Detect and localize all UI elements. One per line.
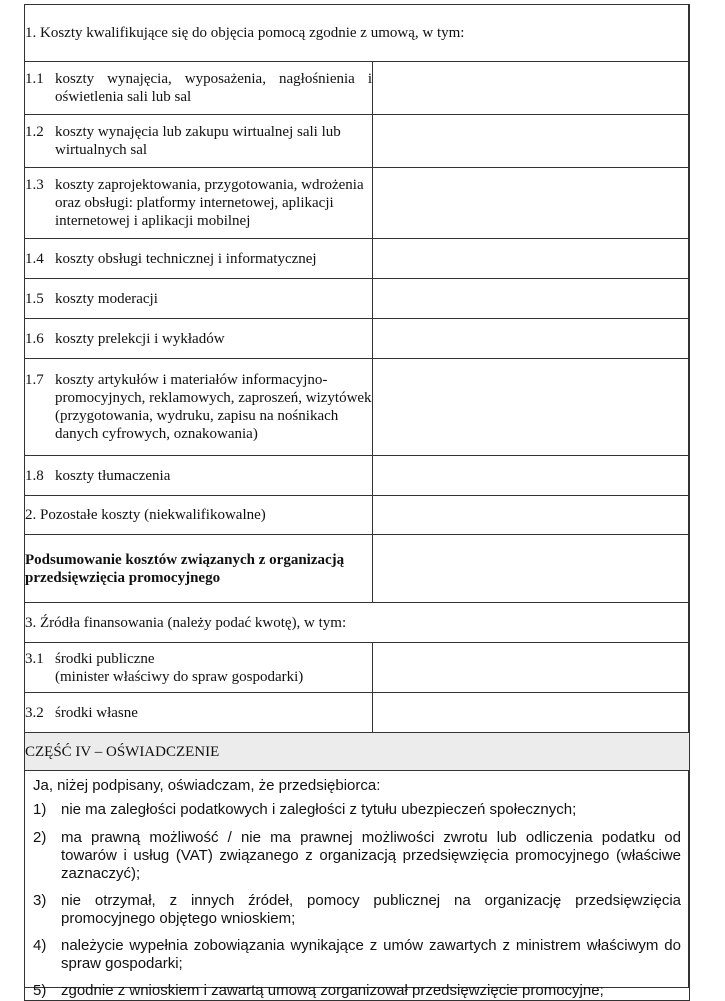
section-title: CZĘŚĆ IV – OŚWIADCZENIE (25, 743, 220, 760)
item-number: 3) (33, 892, 47, 909)
item-text: ma prawną możliwość / nie ma prawnej możliwości zwrotu lub odliczenia podatku od towarów i usług (VAT) związanego z organizacją przedsięwzięcia promocyjnego (właściwe zaznaczyć); (61, 829, 681, 882)
item-number: 1) (33, 801, 47, 818)
row-text: koszty artykułów i materiałów informacyjno-promocyjnych, reklamowych, zaproszeń, wizytówek (przygotowania, wydruku, zapisu na nośnikach danych cyfrowych, oznakowania) (55, 372, 372, 442)
row-number: 1.8 (25, 467, 44, 484)
row-number: 1.4 (25, 250, 44, 267)
row-text-line-2: (minister właściwy do spraw gospodarki) (55, 668, 304, 685)
row-number: 1.5 (25, 290, 44, 307)
declaration-item-4 (25, 937, 689, 973)
row-1-2-label (25, 115, 373, 168)
row-text-line-1: środki publiczne (55, 650, 155, 667)
item-text: nie ma zaległości podatkowych i zaległości z tytułu ubezpieczeń społecznych; (61, 801, 577, 818)
summary-text: Podsumowanie kosztów związanych z organizacją przedsięwzięcia promocyjnego (25, 551, 345, 586)
item-text: nie otrzymał, z innych źródeł, pomocy publicznej na organizację przedsięwzięcia promocyjnego objętego wnioskiem; (61, 892, 681, 927)
form-page (24, 4, 689, 999)
row-number: 1.1 (25, 71, 44, 87)
item-text: należycie wypełnia zobowiązania wynikające z umów zawartych z ministrem właściwym do spraw gospodarki; (61, 937, 681, 972)
row-1-1-label (25, 62, 373, 115)
summary-value-field[interactable] (373, 535, 690, 603)
row-text: koszty tłumaczenia (55, 467, 171, 484)
row-1-3-label (25, 168, 373, 239)
row-text: koszty moderacji (55, 290, 158, 307)
row-1-4-label (25, 239, 373, 279)
declaration-block (25, 771, 690, 1001)
row-1-7-label (25, 359, 373, 456)
row-3-2-label (25, 693, 373, 733)
row-1-6-label (25, 319, 373, 359)
row-3-header (25, 603, 690, 643)
row-number: 3.1 (25, 650, 44, 667)
declaration-item-1 (25, 801, 689, 819)
row-2-value-field[interactable] (373, 496, 690, 535)
row-1-6-value-field[interactable] (373, 319, 690, 359)
row-1-1-value-field[interactable] (373, 62, 690, 115)
section-header (25, 733, 690, 771)
row-number: 3.2 (25, 704, 44, 721)
row-text: 2. Pozostałe koszty (niekwalifikowalne) (25, 507, 266, 523)
row-number: 1.3 (25, 177, 44, 193)
row-1-5-value-field[interactable] (373, 279, 690, 319)
row-1-8-value-field[interactable] (373, 456, 690, 496)
item-number: 5) (33, 982, 47, 999)
row-1-text: 1. Koszty kwalifikujące się do objęcia pomocą zgodnie z umową, w tym: (25, 25, 465, 41)
item-number: 2) (33, 829, 47, 846)
declaration-item-3 (25, 892, 689, 928)
item-text: zgodnie z wnioskiem i zawartą umową zorganizował przedsięwzięcie promocyjne; (61, 982, 604, 999)
row-1-7-value-field[interactable] (373, 359, 690, 456)
row-2-label (25, 496, 373, 535)
row-1-3-value-field[interactable] (373, 168, 690, 239)
row-number: 1.7 (25, 372, 44, 388)
row-1-8-label (25, 456, 373, 496)
declaration-intro: Ja, niżej podpisany, oświadczam, że przedsiębiorca: (33, 777, 381, 794)
row-text: koszty wynajęcia lub zakupu wirtualnej sali lub wirtualnych sal (55, 124, 341, 158)
row-text: koszty prelekcji i wykładów (55, 330, 225, 347)
summary-label (25, 535, 373, 603)
row-3-1-label (25, 643, 373, 693)
row-1-4-value-field[interactable] (373, 239, 690, 279)
item-number: 4) (33, 937, 47, 954)
row-3-text: 3. Źródła finansowania (należy podać kwotę), w tym: (25, 614, 347, 631)
row-3-2-value-field[interactable] (373, 693, 690, 733)
row-number: 1.6 (25, 330, 44, 347)
cost-table (24, 4, 690, 1001)
row-text (55, 650, 372, 686)
row-text: środki własne (55, 704, 138, 721)
declaration-item-5 (25, 982, 689, 1000)
row-number: 1.2 (25, 124, 44, 140)
row-1-5-label (25, 279, 373, 319)
row-3-1-value-field[interactable] (373, 643, 690, 693)
declaration-item-2 (25, 829, 689, 883)
row-text: koszty wynajęcia, wyposażenia, nagłośnienia i oświetlenia sali lub sal (55, 71, 372, 105)
row-1-2-value-field[interactable] (373, 115, 690, 168)
row-1-header (25, 5, 690, 62)
row-text: koszty zaprojektowania, przygotowania, wdrożenia oraz obsługi: platformy internetowej, aplikacji internetowej i aplikacji mobilnej (55, 177, 364, 229)
row-text: koszty obsługi technicznej i informatycznej (55, 250, 317, 267)
